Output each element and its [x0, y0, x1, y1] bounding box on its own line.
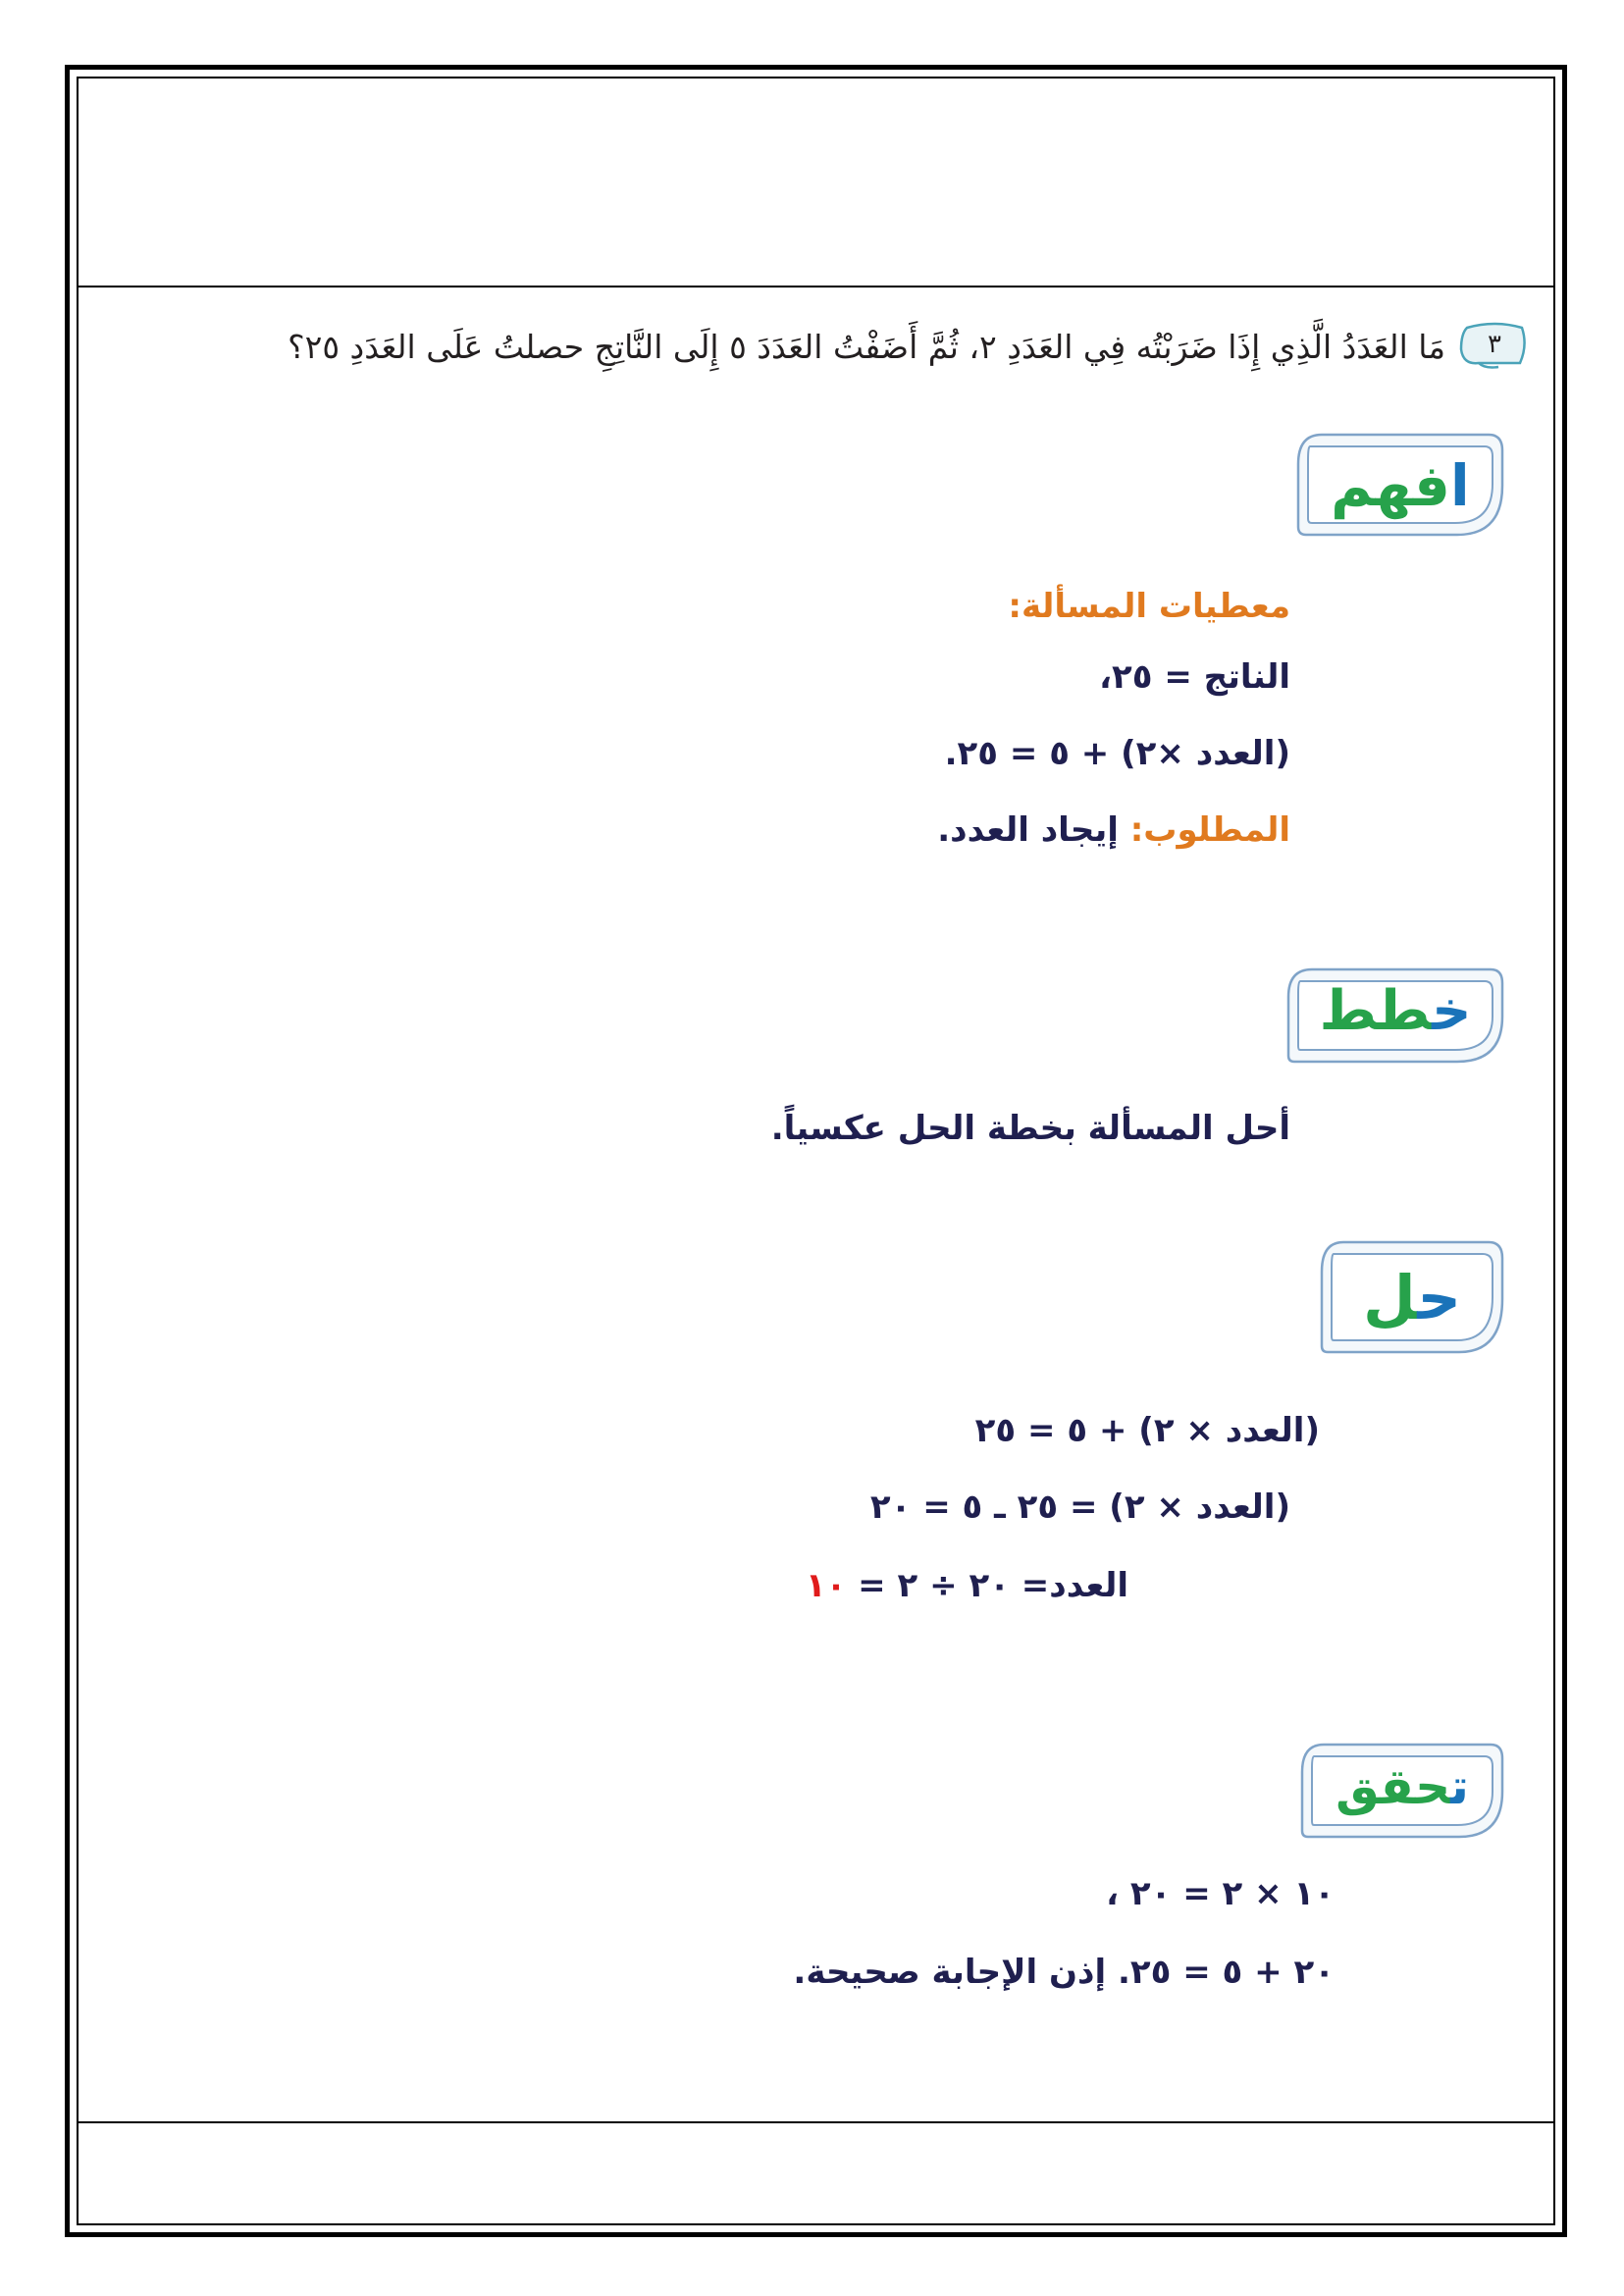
tab-solve-label: حل [1362, 1262, 1462, 1333]
solve-step-2: (العدد × ٢) = ٢٥ ـ ٥ = ٢٠ [869, 1487, 1290, 1527]
solve-answer: ١٠ [805, 1566, 847, 1605]
solve-step-3-prefix: العدد= ٢٠ ÷ ٢ = [846, 1566, 1128, 1605]
tab-plan [1283, 962, 1508, 1070]
question-number-badge [1459, 322, 1530, 371]
tab-check-label: تحقق [1336, 1758, 1469, 1815]
tab-check [1296, 1737, 1508, 1845]
solve-step-3 [806, 1566, 1128, 1605]
tab-solve [1316, 1234, 1508, 1360]
tab-understand-label: افهم [1331, 452, 1470, 519]
header-divider [79, 286, 1553, 287]
required-line [937, 810, 1290, 850]
plan-text: أحل المسألة بخطة الحل عكسياً. [770, 1109, 1290, 1148]
required-text: إيجاد العدد. [937, 810, 1130, 850]
check-line-2: ٢٠ + ٥ = ٢٥. إذن الإجابة صحيحة. [793, 1953, 1335, 1992]
given-2: (العدد ×٢) + ٥ = ٢٥. [944, 734, 1290, 773]
required-label: المطلوب: [1129, 810, 1290, 850]
tab-plan-label: خطط [1319, 979, 1472, 1043]
given-1: الناتج = ٢٥، [1099, 657, 1290, 697]
question-row [97, 312, 1530, 381]
givens-heading: معطيات المسألة: [1008, 587, 1290, 626]
solve-step-1: (العدد × ٢) + ٥ = ٢٥ [974, 1411, 1320, 1450]
check-line-1: ١٠ × ٢ = ٢٠ ، [1106, 1874, 1335, 1913]
tab-understand [1292, 425, 1508, 543]
footer-divider [79, 2121, 1553, 2123]
question-text: مَا العَدَدُ الَّذِي إِذَا ضَرَبْتُه فِي العَدَدِ ٢، ثُمَّ أَضَفْتُ العَدَدَ ٥ إِلَى النَّاتِجِ حصلتُ عَلَى العَدَدِ ٢٥؟ [288, 327, 1445, 366]
question-number: ٣ [1488, 330, 1501, 359]
